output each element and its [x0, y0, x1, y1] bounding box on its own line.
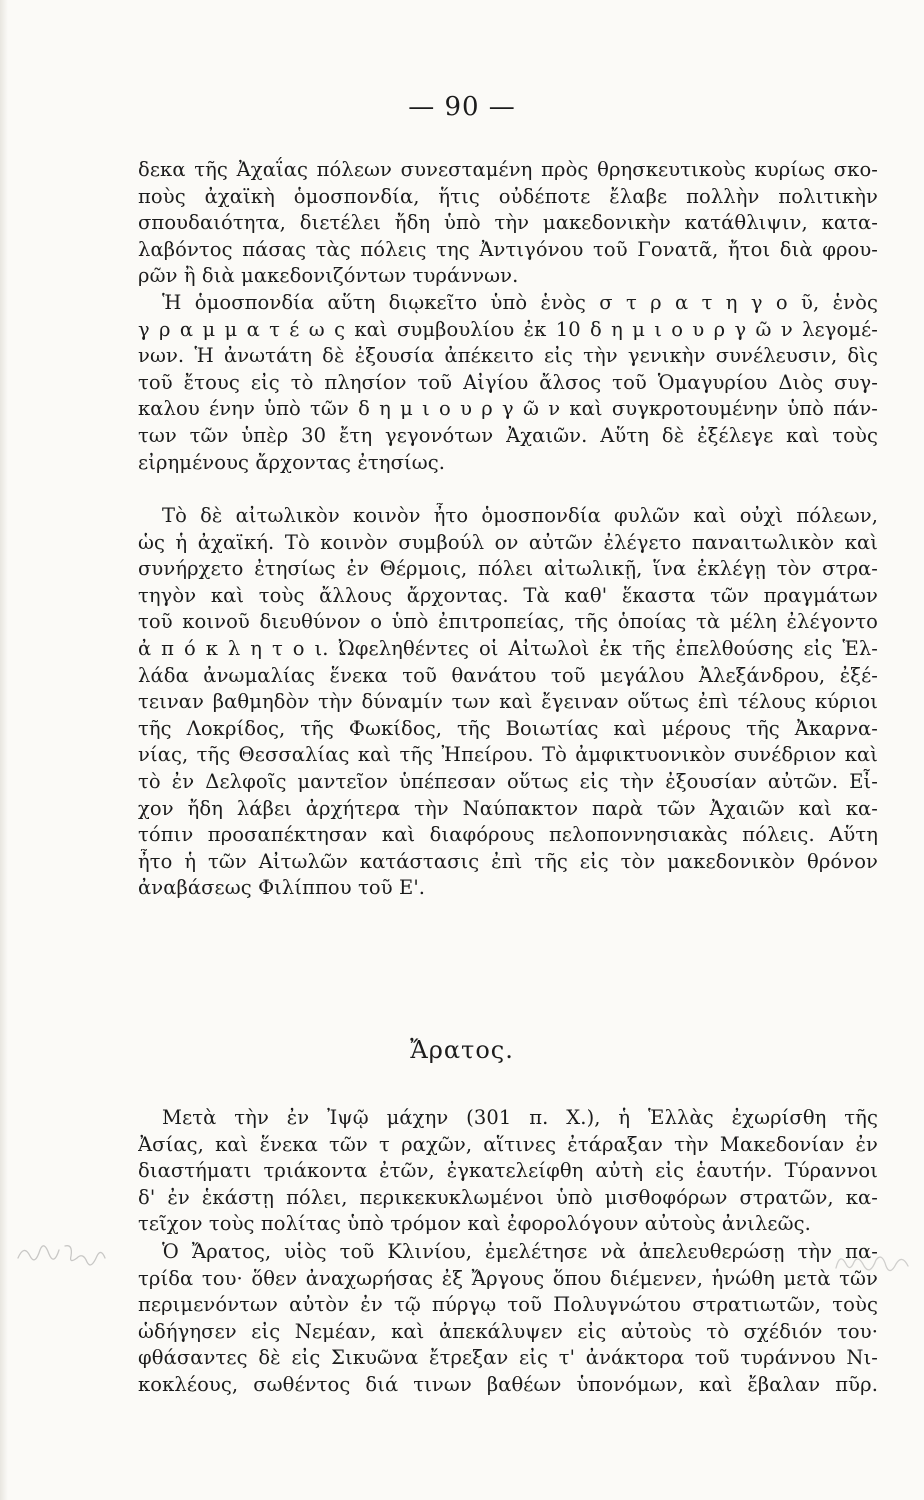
text-line: τόπιν προσαπέκτησαν καὶ διαφόρους πελοποννησιακὰς πόλεις. Αὕτη: [138, 823, 878, 847]
text-line: τρίδα του· ὅθεν ἀναχωρήσας ἐξ Ἄργους ὅπου διέμενεν, ἡνώθη μετὰ τῶν: [138, 1266, 878, 1290]
text-line: Τὸ δὲ αἰτωλικὸν κοινὸν ἦτο ὁμοσπονδία φυλῶν καὶ οὐχὶ πόλεων,: [162, 504, 878, 527]
text-line: περιμενόντων αὐτὸν ἐν τῷ πύργῳ τοῦ Πολυγνώτου στρατιωτῶν, τοὺς: [138, 1293, 878, 1317]
text-line: νίας, τῆς Θεσσαλίας καὶ τῆς Ἠπείρου. Τὸ ἀμφικτυονικὸν συνέδριον καὶ: [138, 743, 878, 767]
page-number: — 90 —: [408, 92, 516, 122]
text-line: ἦτο ἡ τῶν Αἰτωλῶν κατάστασις ἐπὶ τῆς εἰς τὸν μακεδονικὸν θρόνον: [138, 849, 878, 873]
text-line: τὸ ἐν Δελφοῖς μαντεῖον ὑπέπεσαν οὕτως εἰς τὴν ἐξουσίαν αὐτῶν. Εἶ-: [138, 769, 878, 793]
text-line: διαστήματι τριάκοντα ἐτῶν, ἐγκατελείφθη αὐτὴ εἰς ἑαυτήν. Τύραννοι: [138, 1159, 878, 1183]
paragraph-aratus-sicyon: [138, 1239, 878, 1399]
text-line: καλου ένην ὑπὸ τῶν δ η μ ι ο υ ρ γ ῶ ν καὶ συγκροτουμένην ὑπὸ πάν-: [138, 397, 878, 421]
text-line: κοκλέους, σωθέντος διά τινων βαθέων ὑπονόμων, καὶ ἔβαλαν πῦρ.: [138, 1372, 878, 1396]
text-line: ποὺς ἀχαϊκὴ ὁμοσπονδία, ἥτις οὐδέποτε ἔλαβε πολλὴν πολιτικὴν: [138, 184, 878, 208]
text-line: λάδα ἀνωμαλίας ἕνεκα τοῦ θανάτου τοῦ μεγάλου Ἀλεξάνδρου, ἐξέ-: [138, 663, 878, 687]
text-line: εἰρημένους ἄρχοντας ἐτησίως.: [138, 450, 446, 474]
text-line: ρῶν ἢ διὰ μακεδονιζόντων τυράννων.: [138, 264, 519, 288]
text-line: σπουδαιότητα, διετέλει ἤδη ὑπὸ τὴν μακεδονικὴν κατάθλιψιν, κατα-: [138, 211, 878, 235]
paragraph-after-ipsus: [138, 1105, 878, 1238]
text-line: Ἡ ὁμοσπονδία αὕτη διῳκεῖτο ὑπὸ ἑνὸς σ τ ρ α τ η γ ο ῦ, ἑνὸς: [162, 291, 878, 314]
text-line: λαβόντος πάσας τὰς πόλεις της Ἀντιγόνου τοῦ Γονατᾶ, ἤτοι διὰ φρου-: [138, 237, 878, 261]
text-line: των τῶν ὑπὲρ 30 ἔτη γεγονότων Ἀχαιῶν. Αὕτη δὲ ἐξέλεγε καὶ τοὺς: [138, 423, 878, 447]
text-line: ἀ π ό κ λ η τ ο ι. Ὠφεληθέντες οἱ Αἰτωλοὶ ἐκ τῆς ἐπελθούσης εἰς Ἑλ-: [138, 636, 878, 660]
paragraph-aetolian-league: [138, 503, 878, 902]
text-line: δεκα τῆς Ἀχαΐας πόλεων συνεσταμένη πρὸς θρησκευτικοὺς κυρίως σκο-: [138, 158, 878, 181]
pencil-marginalia-left: [14, 1236, 124, 1270]
text-line: φθάσαντες δὲ εἰς Σικυῶνα ἔτρεξαν εἰς τ' ἀνάκτορα τοῦ τυράννου Νι-: [138, 1346, 878, 1370]
text-line: τειναν βαθμηδὸν τὴν δύναμίν των καὶ ἔγειναν οὕτως ἐπὶ τέλους κύριοι: [138, 690, 878, 714]
text-line: ὡς ἡ ἀχαϊκή. Τὸ κοινὸν συμβούλ ον αὐτῶν ἐλέγετο παναιτωλικὸν καὶ: [138, 530, 878, 554]
text-line: τῆς Λοκρίδος, τῆς Φωκίδος, τῆς Βοιωτίας καὶ μέρους τῆς Ἀκαρνα-: [138, 716, 878, 740]
text-line: Ἀσίας, καὶ ἕνεκα τῶν τ ραχῶν, αἵτινες ἐτάραξαν τὴν Μακεδονίαν ἐν: [138, 1132, 878, 1156]
text-line: τεῖχον τοὺς πολίτας ὑπὸ τρόμον καὶ ἐφορολόγουν αὐτοὺς ἀνιλεῶς.: [138, 1212, 811, 1236]
text-line: τηγὸν καὶ τοὺς ἄλλους ἄρχοντας. Τὰ καθ' ἕκαστα τῶν πραγμάτων: [138, 583, 878, 607]
text-line: τοῦ κοινοῦ διευθύνον ο ὑπὸ ἐπιτροπείας, τῆς ὁποίας τὰ μέλη ἐλέγοντο: [138, 610, 878, 634]
text-line: τοῦ ἔτους εἰς τὸ πλησίον τοῦ Αἰγίου ἄλσος τοῦ Ὁμαγυρίου Διὸς συγ-: [138, 370, 878, 394]
text-line: γ ρ α μ μ α τ έ ω ς καὶ συμβουλίου ἐκ 10 δ η μ ι ο υ ρ γ ῶ ν λεγομέ-: [138, 317, 878, 341]
text-line: χον ἤδη λάβει ἀρχήτερα τὴν Ναύπακτον παρὰ τῶν Ἀχαιῶν καὶ κα-: [138, 796, 878, 820]
paragraph-achaean-government: [138, 290, 878, 476]
paragraph-achaean-intro: [138, 157, 878, 290]
text-line: Μετὰ τὴν ἐν Ἰψῷ μάχην (301 π. Χ.), ἡ Ἑλλὰς ἐχωρίσθη τῆς: [162, 1106, 878, 1129]
scan-shadow-edge: [0, 0, 8, 1500]
text-line: Ὁ Ἄρατος, υἱὸς τοῦ Κλινίου, ἐμελέτησε νὰ ἀπελευθερώσῃ τὴν πα-: [162, 1240, 878, 1263]
text-line: δ' ἐν ἑκάστῃ πόλει, περικεκυκλωμένοι ὑπὸ μισθοφόρων στρατῶν, κα-: [138, 1185, 878, 1209]
text-line: νων. Ἡ ἀνωτάτη δὲ ἐξουσία ἀπέκειτο εἰς τὴν γενικὴν συνέλευσιν, δὶς: [138, 344, 878, 368]
text-line: ἀναβάσεως Φιλίππου τοῦ Ε'.: [138, 876, 426, 900]
text-line: συνήρχετο ἐτησίως ἐν Θέρμοις, πόλει αἰτωλικῇ, ἵνα ἐκλέγῃ τὸν στρα-: [138, 557, 878, 581]
section-heading-aratus: Ἄρατος.: [410, 1036, 514, 1064]
text-line: ὡδήγησεν εἰς Νεμέαν, καὶ ἀπεκάλυψεν εἰς αὐτοὺς τὸ σχέδιόν του·: [138, 1319, 878, 1343]
